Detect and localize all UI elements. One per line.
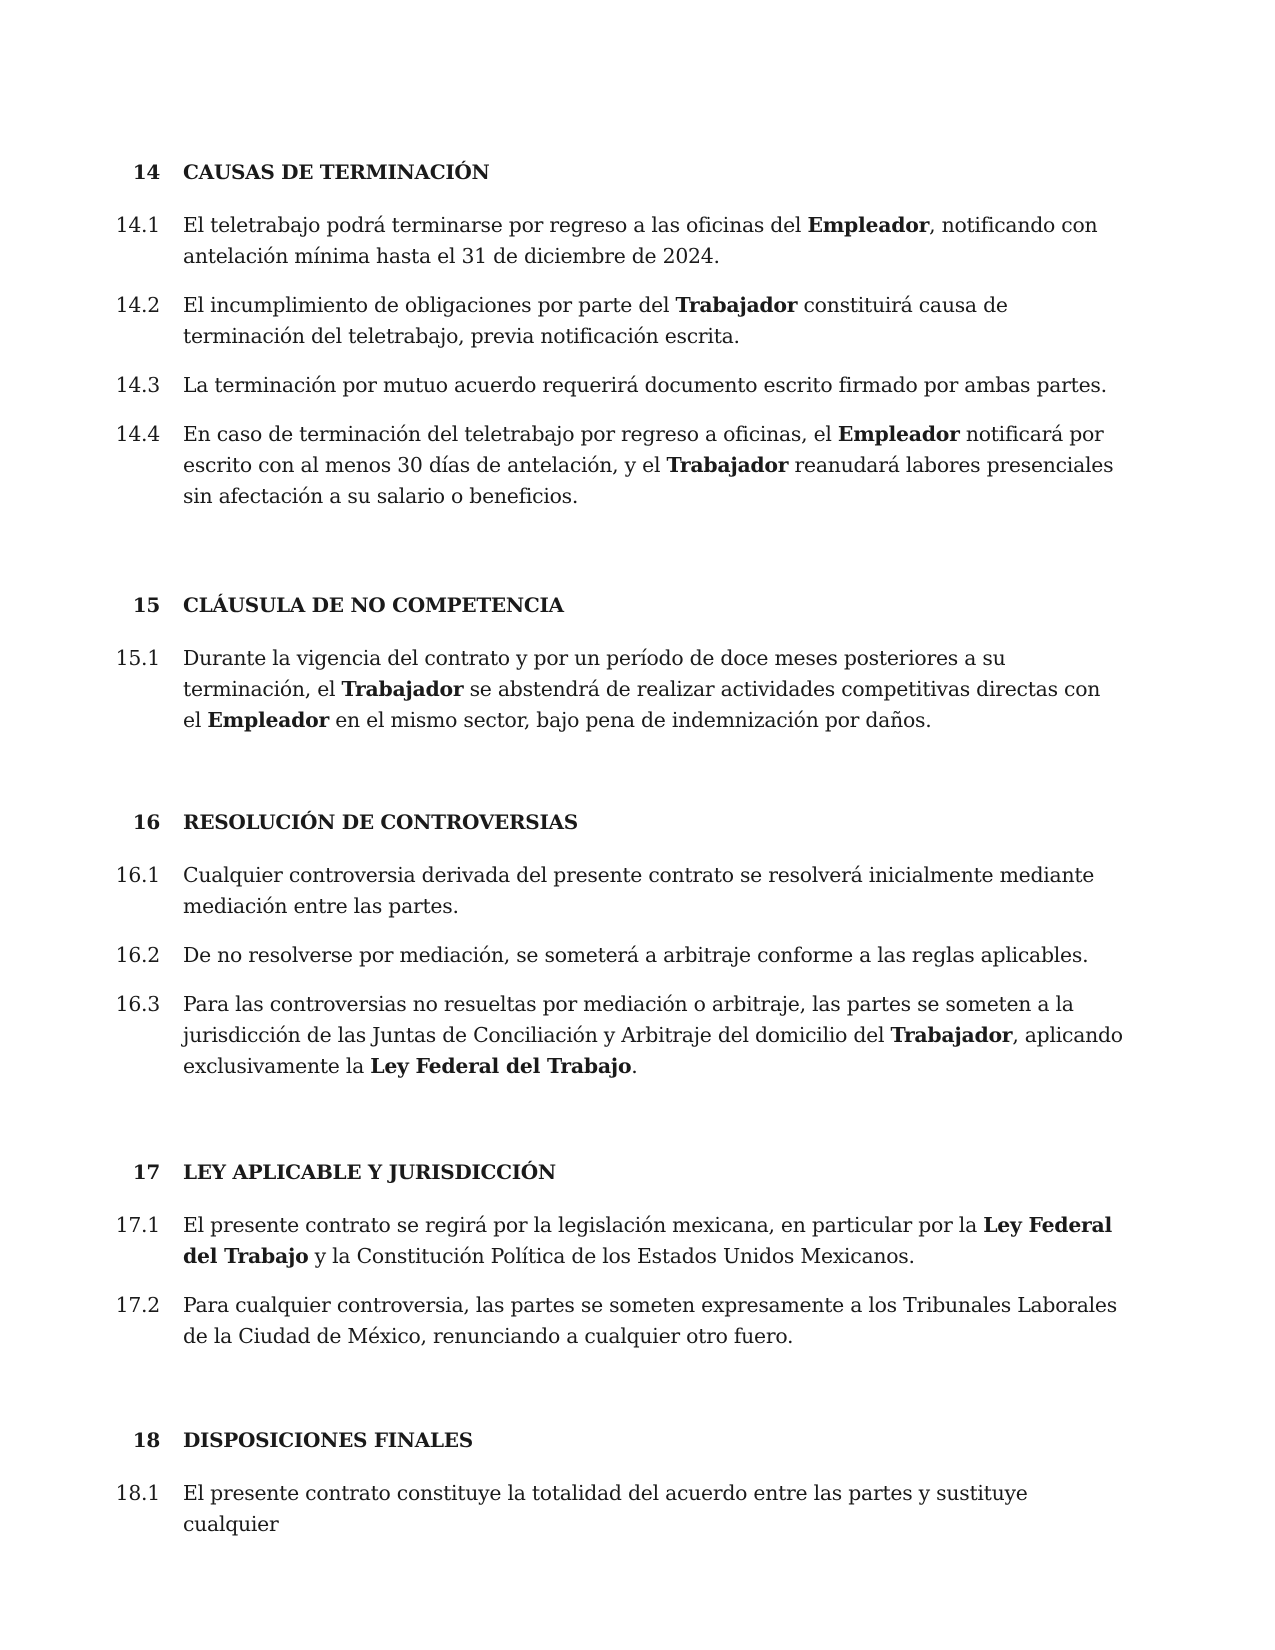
clause-text [183, 419, 1123, 512]
clause-text-segment: se abstendrá de realizar actividades competitivas directas con el [183, 677, 1101, 732]
clause [0, 1290, 1275, 1352]
clause-text [183, 370, 1123, 401]
clause-text-segment: , aplicando exclusivamente la [183, 1023, 1123, 1078]
clause-text-segment: y la Constitución Política de los Estados Unidos Mexicanos. [308, 1244, 915, 1268]
clause [0, 370, 1275, 401]
defined-term: Ley Federal del Trabajo [370, 1054, 632, 1078]
clause-text [183, 290, 1123, 352]
clause-text [183, 940, 1123, 971]
clause-number: 16.3 [115, 992, 160, 1016]
clause [0, 210, 1275, 272]
clause-text-segment: De no resolverse por mediación, se someterá a arbitraje conforme a las reglas aplicables. [183, 943, 1089, 967]
section-heading [0, 810, 1275, 840]
clause [0, 940, 1275, 971]
clause-text [183, 1478, 1123, 1540]
defined-term: Trabajador [675, 293, 798, 317]
section-16 [0, 810, 1275, 1082]
clause-text [183, 210, 1123, 272]
defined-term: Empleador [207, 708, 329, 732]
clause-text-segment: , notificando con antelación mínima hasta el 31 de diciembre de 2024. [183, 213, 1098, 268]
defined-term: Trabajador [666, 453, 789, 477]
section-heading [0, 1428, 1275, 1458]
clause-text-segment: El incumplimiento de obligaciones por parte del [183, 293, 676, 317]
clause-text-segment: Para cualquier controversia, las partes se someten expresamente a los Tribunales Laborales de la Ciudad de México, renunciando a cualquier otro fuero. [183, 1293, 1117, 1348]
section-15 [0, 593, 1275, 736]
clause-text-segment: constituirá causa de terminación del teletrabajo, previa notificación escrita. [183, 293, 1008, 348]
clause [0, 419, 1275, 512]
clause-text-segment: El presente contrato constituye la totalidad del acuerdo entre las partes y sustituye cualquier [183, 1481, 1028, 1536]
section-number: 14 [132, 160, 160, 184]
section-18 [0, 1428, 1275, 1540]
section-title: DISPOSICIONES FINALES [183, 1428, 473, 1452]
clause [0, 989, 1275, 1082]
defined-term: Empleador [807, 213, 930, 237]
clause-number: 15.1 [115, 646, 160, 670]
clause-text-segment: notificará por escrito con al menos 30 días de antelación, y el [183, 422, 1104, 477]
defined-term: Empleador [837, 422, 960, 446]
clause-number: 14.3 [115, 373, 160, 397]
clause [0, 1210, 1275, 1272]
clause-number: 17.2 [115, 1293, 160, 1317]
clause-text [183, 1290, 1123, 1352]
clause-number: 16.1 [115, 863, 160, 887]
section-number: 15 [132, 593, 160, 617]
clause-text-segment: El presente contrato se regirá por la legislación mexicana, en particular por la [183, 1213, 984, 1237]
defined-term: Trabajador [890, 1023, 1013, 1047]
clause-text [183, 1210, 1123, 1272]
section-17 [0, 1160, 1275, 1352]
section-14 [0, 160, 1275, 512]
defined-term: Trabajador [341, 677, 464, 701]
clause-number: 14.1 [115, 213, 160, 237]
clause-text-segment: Cualquier controversia derivada del presente contrato se resolverá inicialmente mediante mediación entre las partes. [183, 863, 1095, 918]
clause-number: 14.2 [115, 293, 160, 317]
clause-text-segment: reanudará labores presenciales sin afectación a su salario o beneficios. [183, 453, 1114, 508]
section-heading [0, 593, 1275, 623]
section-title: LEY APLICABLE Y JURISDICCIÓN [183, 1160, 556, 1184]
clause [0, 290, 1275, 352]
clause-text-segment: . [631, 1054, 638, 1078]
section-heading [0, 1160, 1275, 1190]
clause-number: 16.2 [115, 943, 160, 967]
clause-number: 18.1 [115, 1481, 160, 1505]
clause-text [183, 860, 1123, 922]
clause-text-segment: en el mismo sector, bajo pena de indemnización por daños. [329, 708, 932, 732]
clause-text-segment: Para las controversias no resueltas por mediación o arbitraje, las partes se someten a la jurisdicción de las Juntas de Conciliación y Arbitraje del domicilio del [183, 992, 1074, 1047]
clause-text-segment: La terminación por mutuo acuerdo requerirá documento escrito firmado por ambas partes. [183, 373, 1107, 397]
clause-text [183, 989, 1123, 1082]
clause-text [183, 643, 1123, 736]
clause [0, 860, 1275, 922]
clause-number: 17.1 [115, 1213, 160, 1237]
clause-text-segment: Durante la vigencia del contrato y por un período de doce meses posteriores a su terminación, el [183, 646, 1006, 701]
clause-text-segment: El teletrabajo podrá terminarse por regreso a las oficinas del [183, 213, 808, 237]
section-number: 16 [132, 810, 160, 834]
clause [0, 643, 1275, 736]
section-number: 18 [132, 1428, 160, 1452]
section-heading [0, 160, 1275, 190]
section-number: 17 [132, 1160, 160, 1184]
section-title: RESOLUCIÓN DE CONTROVERSIAS [183, 810, 578, 834]
clause [0, 1478, 1275, 1540]
section-title: CLÁUSULA DE NO COMPETENCIA [183, 593, 564, 617]
defined-term: Ley Federal del Trabajo [183, 1213, 1112, 1268]
clause-number: 14.4 [115, 422, 160, 446]
section-title: CAUSAS DE TERMINACIÓN [183, 160, 490, 184]
clause-text-segment: En caso de terminación del teletrabajo por regreso a oficinas, el [183, 422, 838, 446]
